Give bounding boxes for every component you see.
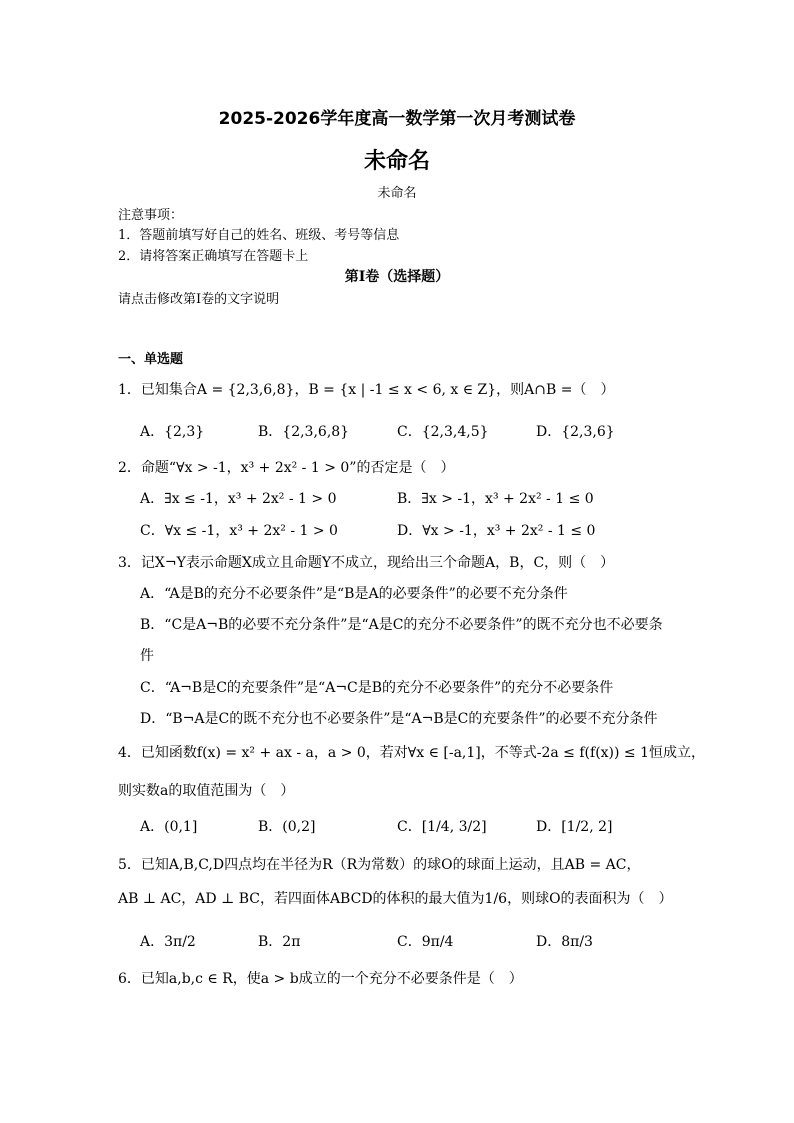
q3-option-b: B．“C是A¬B的必要不充分条件”是“A是C的充分不必要条件”的既不充分也不必要条 — [140, 617, 663, 633]
question-5-stem-cont: AB ⊥ AC，AD ⊥ BC，若四面体ABCD的体积的最大值为1/6，则球O的表面积为（ ） — [118, 891, 673, 907]
page-title: 未命名 — [363, 149, 430, 174]
q1-option-c: C．{2,3,4,5} — [397, 424, 489, 440]
question-3-stem: 3．记X¬Y表示命题X成立且命题Y不成立，现给出三个命题A，B，C，则（ ） — [118, 555, 615, 571]
q5-option-c: C．9π/4 — [397, 934, 454, 950]
section-desc: 请点击修改第I卷的文字说明 — [118, 292, 280, 307]
question-6-stem: 6．已知a,b,c ∈ R，使a > b成立的一个充分不必要条件是（ ） — [118, 971, 523, 987]
q3-option-c: C．“A¬B是C的充要条件”是“A¬C是B的充分不必要条件”的充分不必要条件 — [140, 680, 614, 696]
part-title: 一、单选题 — [118, 352, 184, 367]
question-4-stem: 4．已知函数f(x) = x² + ax - a，a > 0，若对∀x ∈ [-a,1]，不等式-2a ≤ f(f(x)) ≤ 1恒成立， — [118, 745, 706, 761]
q2-option-d: D．∀x > -1，x³ + 2x² - 1 ≤ 0 — [397, 523, 596, 539]
page-subtitle: 未命名 — [377, 186, 417, 201]
q5-option-b: B．2π — [258, 934, 301, 950]
q3-option-b-cont: 件 — [140, 648, 154, 664]
q1-option-a: A．{2,3} — [140, 424, 205, 440]
q2-option-b: B．∃x > -1，x³ + 2x² - 1 ≤ 0 — [397, 491, 594, 507]
section-title: 第I卷（选择题） — [344, 269, 450, 285]
question-5-stem: 5．已知A,B,C,D四点均在半径为R（R为常数）的球O的球面上运动，且AB = AC， — [118, 857, 641, 873]
note-item-2: 2．请将答案正确填写在答题卡上 — [118, 249, 309, 264]
q4-option-b: B．(0,2] — [258, 819, 316, 835]
q3-option-d: D．“B¬A是C的既不充分也不必要条件”是“A¬B是C的充要条件”的必要不充分条件 — [140, 711, 658, 727]
question-4-stem-cont: 则实数a的取值范围为（ ） — [118, 783, 295, 799]
q4-option-a: A．(0,1] — [140, 819, 198, 835]
q2-option-a: A．∃x ≤ -1，x³ + 2x² - 1 > 0 — [140, 491, 337, 507]
q5-option-d: D．8π/3 — [536, 934, 593, 950]
q4-option-c: C．[1/4, 3/2] — [397, 819, 487, 835]
q1-option-b: B．{2,3,6,8} — [258, 424, 350, 440]
note-item-1: 1．答题前填写好自己的姓名、班级、考号等信息 — [118, 228, 400, 243]
q1-option-d: D．{2,3,6} — [536, 424, 615, 440]
exam-title: 2025-2026学年度高一数学第一次月考测试卷 — [218, 109, 576, 129]
q5-option-a: A．3π/2 — [140, 934, 196, 950]
q4-option-d: D．[1/2, 2] — [536, 819, 613, 835]
question-1-stem: 1．已知集合A = {2,3,6,8}，B = {x | -1 ≤ x < 6, x ∈ Z}，则A∩B =（ ） — [118, 382, 615, 398]
question-2-stem: 2．命题“∀x > -1，x³ + 2x² - 1 > 0”的否定是（ ） — [118, 460, 455, 476]
notes-heading: 注意事项： — [118, 208, 184, 223]
q2-option-c: C．∀x ≤ -1，x³ + 2x² - 1 > 0 — [140, 523, 338, 539]
q3-option-a: A．“A是B的充分不必要条件”是“B是A的必要条件”的必要不充分条件 — [140, 586, 568, 602]
